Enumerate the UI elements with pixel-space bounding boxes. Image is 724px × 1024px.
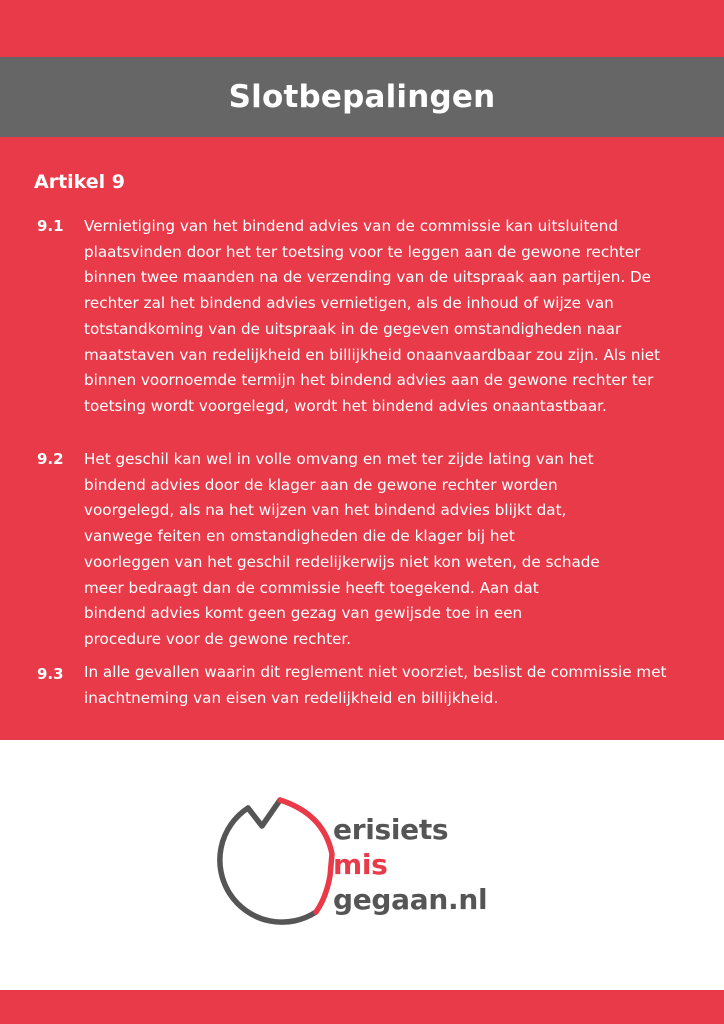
clause-line: In alle gevallen waarin dit reglement niet voorziet, beslist de commissie met — [84, 663, 667, 681]
clause-line: binnen twee maanden na de verzending van de uitspraak aan partijen. De — [84, 268, 652, 287]
bottom-accent-band — [0, 990, 724, 1024]
clause-line: bindend advies door de klager aan de gewone rechter worden — [84, 475, 558, 494]
logo-text-line3: gegaan.nl — [333, 883, 488, 916]
clause-number: 9.1 — [37, 217, 64, 235]
clause-line: meer bedraagt dan de commissie heeft toegekend. Aan dat — [84, 578, 539, 597]
clause-text — [84, 214, 660, 420]
clause-line: binnen voornoemde termijn het bindend advies aan de gewone rechter ter — [84, 371, 654, 390]
logo-text-line2: mis — [333, 848, 388, 881]
top-accent-band — [0, 0, 724, 57]
title-bar — [0, 57, 724, 137]
logo-text-line1: erisiets — [333, 813, 449, 846]
clause-line: maatstaven van redelijkheid en billijkheid onaanvaardbaar zou zijn. Als niet — [84, 345, 661, 364]
clause-line: totstandkoming van de uitspraak in de gegeven omstandigheden naar — [84, 319, 622, 338]
clause-line: vanwege feiten en omstandigheden die de klager bij het — [84, 527, 515, 546]
clause-line: toetsing wordt voorgelegd, wordt het bindend advies onaantastbaar. — [84, 396, 607, 415]
article-section — [0, 137, 724, 740]
clause-text — [84, 660, 667, 711]
clause-number: 9.3 — [37, 665, 64, 683]
clause-line: voorgelegd, als na het wijzen van het bindend advies blijkt dat, — [84, 501, 567, 520]
clause-line: bindend advies komt geen gezag van gewijsde toe in een — [84, 604, 523, 623]
page-title: Slotbepalingen — [228, 79, 496, 115]
clause-line: Het geschil kan wel in volle omvang en met ter zijde lating van het — [84, 450, 594, 468]
clause-line: procedure voor de gewone rechter. — [84, 629, 352, 648]
clause-line: plaatsvinden door het ter toetsing voor te leggen aan de gewone rechter — [84, 242, 641, 261]
logo-mark-icon — [196, 792, 336, 932]
article-title: Artikel 9 — [34, 171, 126, 193]
clause-line: inachtneming van eisen van redelijkheid en billijkheid. — [84, 688, 499, 707]
logo-area — [0, 740, 724, 990]
clause-text — [84, 447, 600, 653]
clause-line: voorleggen van het geschil redelijkerwijs niet kon weten, de schade — [84, 552, 600, 571]
clause-line: Vernietiging van het bindend advies van de commissie kan uitsluitend — [84, 217, 619, 235]
clause-number: 9.2 — [37, 450, 64, 468]
clause-line: rechter zal het bindend advies vernietigen, als de inhoud of wijze van — [84, 294, 614, 313]
